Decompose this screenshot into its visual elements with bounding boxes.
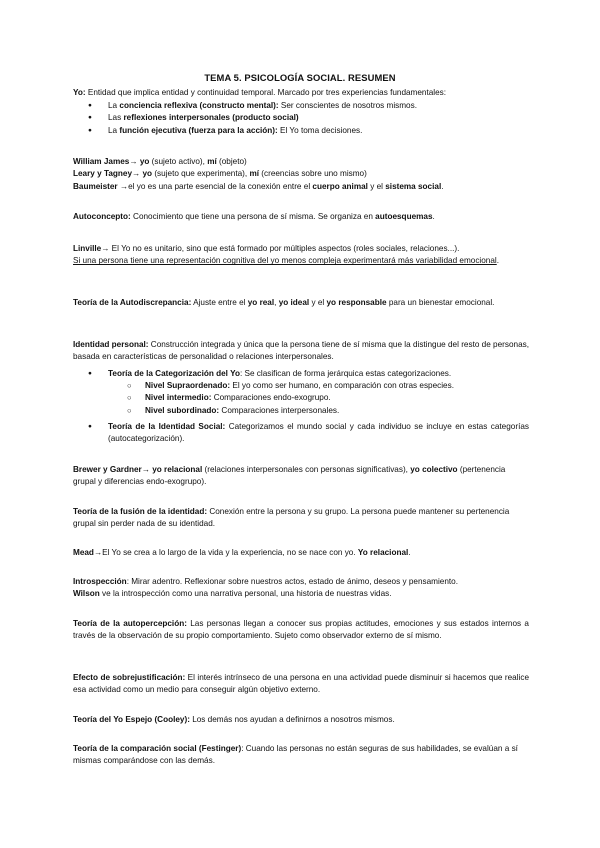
baumeister-line: Baumeister →el yo es una parte esencial de la conexión entre el cuerpo animal y el sistema social. — [73, 181, 444, 191]
list-item: ● Las reflexiones interpersonales (producto social) — [108, 112, 529, 124]
yo-espejo-paragraph: Teoría del Yo Espejo (Cooley): Los demás nos ayudan a definirnos a nosotros mismos. — [73, 715, 395, 724]
yo-term: Yo: — [73, 88, 86, 97]
leary-line: Leary y Tagney→ yo (sujeto que experimenta), mí (creencias sobre uno mismo) — [73, 169, 367, 179]
list-item: ● Teoría de la Identidad Social: Categorizamos el mundo social y cada individuo se incluye en estas categorías (autocategorización). — [108, 421, 529, 446]
list-item: ○ Nivel Supraordenado: El yo como ser humano, en comparación con otras especies. — [145, 380, 529, 392]
page-title: TEMA 5. PSICOLOGÍA SOCIAL. RESUMEN — [204, 72, 396, 83]
list-item: ● La función ejecutiva (fuerza para la acción): El Yo toma decisiones. — [108, 125, 529, 137]
identidad-paragraph: Identidad personal: Construcción integrada y única que la persona tiene de sí misma que la distingue del resto de personas, basada en características de personalidad o relaciones interpersonales. — [73, 340, 530, 362]
fusion-paragraph: Teoría de la fusión de la identidad: Conexión entre la persona y su grupo. La persona puede mantener su pertenencia grupal sin perder nada de su identidad. — [73, 507, 510, 529]
yo-experiences-list — [108, 100, 529, 137]
introspeccion-paragraph: Introspección: Mirar adentro. Reflexionar sobre nuestros actos, estado de ánimo, deseos y pensamiento. Wilson ve la introspección como una narrativa personal, una historia de nuestras vidas. — [73, 577, 459, 599]
identidad-list — [108, 368, 529, 380]
yo-definition: Yo: Entidad que implica entidad y continuidad temporal. Marcado por tres experiencias fundamentales: — [73, 88, 447, 97]
authors-block — [73, 156, 529, 193]
list-item: ● La conciencia reflexiva (constructo mental): Ser conscientes de nosotros mismos. — [108, 100, 529, 112]
sobrejustificacion-paragraph: Efecto de sobrejustificación: El interés intrínseco de una persona en una actividad puede disminuir si hacemos que realice esa actividad como un medio para conseguir algún objetivo externo. — [73, 673, 529, 695]
brewer-paragraph: Brewer y Gardner→ yo relacional (relaciones interpersonales con personas significativas), yo colectivo (pertenencia grupal y diferencias endo-exogrupo). — [73, 465, 506, 487]
identidad-levels-list — [145, 380, 529, 417]
list-item: ○ Nivel subordinado: Comparaciones interpersonales. — [145, 405, 529, 417]
autopercepcion-paragraph: Teoría de la autopercepción: Las personas llegan a conocer sus propias actitudes, emociones y sus estados internos a través de la observación de su propio comportamiento. Sujeto como observador externo de sí mismo. — [73, 619, 529, 641]
identidad-social-list — [108, 421, 529, 446]
list-item: ● Teoría de la Categorización del Yo: Se clasifican de forma jerárquica estas categorizaciones. — [108, 368, 529, 380]
autoconcepto-paragraph: Autoconcepto: Conocimiento que tiene una persona de sí misma. Se organiza en autoesquemas. — [73, 212, 435, 221]
linville-paragraph: Linville→ El Yo no es unitario, sino que está formado por múltiples aspectos (roles sociales, relaciones...). Si una persona tiene una representación cognitiva del yo menos compleja experimentará más variabilidad emocional. — [73, 244, 500, 266]
comparacion-social-paragraph: Teoría de la comparación social (Festinger): Cuando las personas no están seguras de sus habilidades, se evalúan a sí mismas comparándose con las demás. — [73, 744, 518, 766]
list-item: ○ Nivel intermedio: Comparaciones endo-exogrupo. — [145, 392, 529, 404]
mead-paragraph: Mead→El Yo se crea a lo largo de la vida y la experiencia, no se nace con yo. Yo relacional. — [73, 548, 411, 557]
autodiscrepancia-paragraph: Teoría de la Autodiscrepancia: Ajuste entre el yo real, yo ideal y el yo responsable para un bienestar emocional. — [73, 298, 495, 307]
james-line: William James→ yo (sujeto activo), mí (objeto) — [73, 157, 247, 166]
